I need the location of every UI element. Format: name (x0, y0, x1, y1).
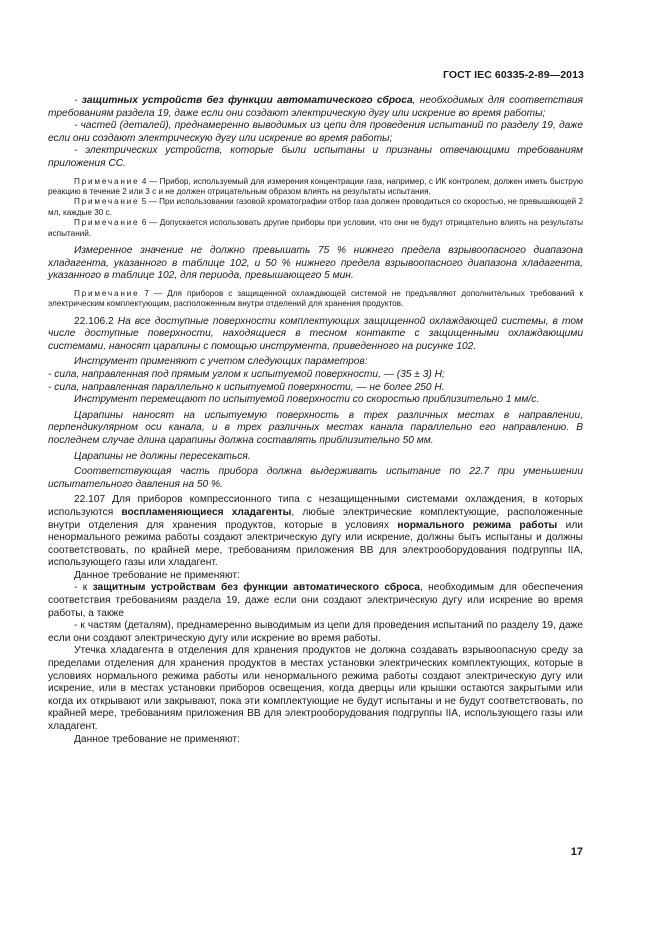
text-run: , необходимым для обеспечения соответствия требованиям раздела 19, даже если они создают электрическую дугу или искрение во время работы, а также (48, 582, 583, 619)
note-label: Примечание (74, 176, 140, 186)
body-paragraph: Инструмент применяют с учетом следующих параметров: (74, 356, 368, 368)
body-paragraph (48, 582, 583, 620)
page-number: 17 (570, 846, 583, 858)
note-paragraph (48, 177, 583, 198)
body-paragraph: - частей (деталей), преднамеренно выводимых из цепи для проведения испытаний по разделу 19, даже если они создают электрическую дугу или искрение во время работы; (48, 120, 583, 144)
text-run: или ненормального режима работы создают электрическую дугу или искрение, должны быть испытаны и должны соответствовать, по крайней мере, требованиям приложения ВВ для электрооборудования подгруппы IIА, использующего газы или хладагент. (48, 519, 583, 569)
note-text: 5 — При использовании газовой хроматографии отбор газа должен проводиться со скоростью, не превышающей 2 мл, каждые 30 с. (48, 197, 583, 217)
body-paragraph: Соответствующая часть прибора должна выдерживать испытание по 22.7 при уменьшении испытательного давления на 50 %. (48, 466, 583, 490)
note-paragraph (48, 197, 583, 218)
text-run: 22.106.2 (74, 315, 118, 327)
text-run: На все доступные поверхности комплектующих защищенной охлаждающей системы, в том числе доступные поверхности, находящиеся в тесном контакте с защищенными охлаждающими системами, наносят царапины с помощью инструмента, приведенного на рисунке 102. (48, 315, 583, 352)
text-run: 22.107 Для приборов компрессионного типа с незащищенными системами охлаждения, в которых используются (48, 494, 583, 518)
body-paragraph (48, 316, 583, 354)
body-paragraph: Утечка хладагента в отделения для хранения продуктов не должна создавать взрывоопасную среду за пределами отделения для хранения продуктов в местах установки электрических комплектующих, которые в условиях нормального режима работы или ненормального режима работы создают электрическую дугу или искрение, или в местах установки приборов освещения, когда дверцы или крышки остаются закрытыми или когда их открывают или закрывают, пока эти комплектующие не будут испытаны и не будут соответствовать, по крайней мере, требованиям приложения ВВ для электрооборудования подгруппы IIА, использующего газы или хладагент. (48, 645, 583, 732)
body-paragraph (48, 494, 583, 570)
text-run: - (74, 95, 82, 106)
body-paragraph: - к частям (деталям), преднамеренно выводимым из цепи для проведения испытаний по разделу 19, даже если они создают электрическую дугу или искрение во время работы. (48, 620, 583, 644)
standard-header: ГОСТ IEC 60335-2-89—2013 (442, 69, 584, 81)
body-paragraph: Данное требование не применяют: (74, 569, 240, 581)
term-bold: воспламеняющиеся хладагенты (121, 506, 292, 518)
note-label: Примечание (74, 197, 140, 207)
term-bold: нормального режима работы (397, 519, 558, 531)
note-label: Примечание (74, 288, 140, 298)
text-run: , любые электрические комплектующие, расположенные внутри отделения для хранения продуктов, которые в условиях (48, 506, 583, 531)
note-label: Примечание (74, 218, 140, 228)
body-paragraph: - сила, направленная параллельно к испытуемой поверхности, — не более 250 Н. (48, 381, 445, 393)
document-body (48, 95, 583, 746)
note-paragraph (48, 218, 583, 239)
note-paragraph (48, 289, 583, 310)
term-bold: защитных устройств без функции автоматического сброса (81, 95, 413, 106)
text-run: - к (74, 582, 93, 594)
note-text: 6 — Допускается использовать другие приборы при условии, что они не будут отрицательно влиять на результаты испытаний. (48, 218, 583, 238)
body-paragraph: Царапины наносят на испытуемую поверхность в трех различных местах в направлении, перпендикулярном оси канала, и в трех различных местах канала параллельно его направлению. В последнем случае длина царапины должна составлять приблизительно 50 мм. (48, 409, 583, 446)
body-paragraph: Данное требование не применяют: (74, 733, 240, 745)
body-paragraph: - электрических устройств, которые были испытаны и признаны отвечающими требованиям приложения СС. (48, 145, 583, 169)
body-paragraph (48, 95, 583, 120)
note-text: 7 — Для приборов с защищенной охлаждающей системой не предъявляют дополнительных требований к электрическим комплектующим, расположенным внутри отделений для хранения продуктов. (48, 288, 583, 309)
note-text: 4 — Прибор, используемый для измерения концентрации газа, например, с ИК контролем, должен иметь быструю реакцию в течение 2 или 3 с и не должен отрицательным образом влиять на результаты испытания. (48, 176, 583, 196)
body-paragraph: Измеренное значение не должно превышать 75 % нижнего предела взрывоопасного диапазона хладагента, указанного в таблице 102, и 50 % нижнего предела взрывоопасного диапазона хладагента, указанного в таблице 102, для периода, превышающего 5 мин. (48, 245, 583, 282)
body-paragraph: Инструмент перемещают по испытуемой поверхности со скоростью приблизительно 1 мм/с. (74, 394, 540, 406)
text-run: , необходимых для соответствия требованиям раздела 19, даже если они создают электрическую дугу или искрение во время работы; (48, 95, 583, 119)
body-paragraph: Царапины не должны пересекаться. (74, 450, 251, 462)
body-paragraph: - сила, направленная под прямым углом к испытуемой поверхности, — (35 ± 3) Н; (48, 368, 445, 380)
term-bold: защитным устройствам без функции автоматического сброса (92, 582, 420, 594)
